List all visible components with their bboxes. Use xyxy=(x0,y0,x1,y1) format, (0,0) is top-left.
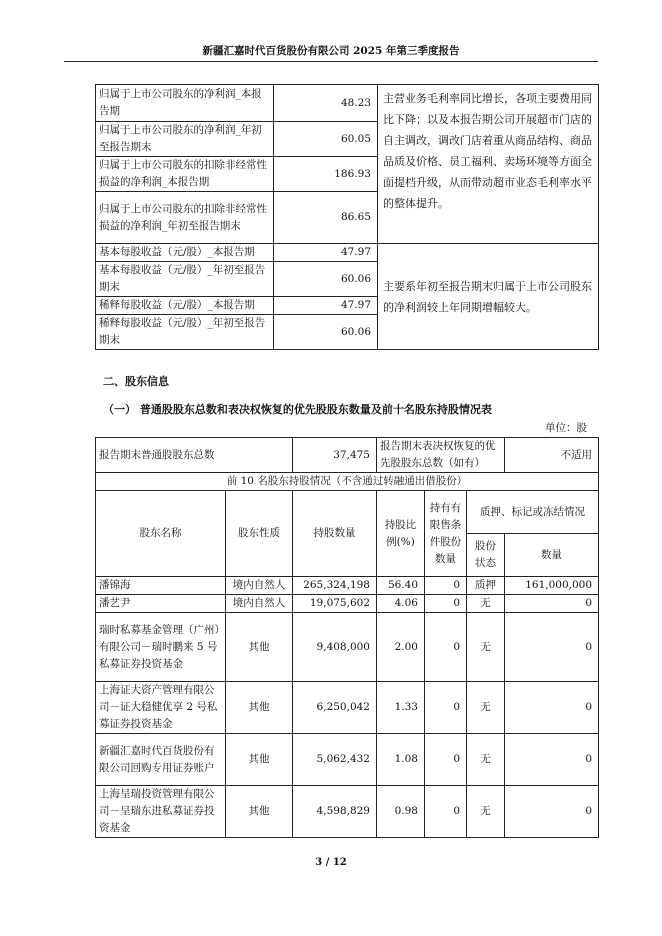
holder-status: 无 xyxy=(467,595,505,613)
holder-nature: 其他 xyxy=(226,734,293,786)
t1-label: 基本每股收益（元/股）_年初至报告期末 xyxy=(96,262,274,297)
t1-value: 186.93 xyxy=(274,157,378,192)
holder-status: 无 xyxy=(467,786,505,838)
holder-qty: 161,000,000 xyxy=(505,577,599,595)
holder-shares: 5,062,432 xyxy=(293,734,377,786)
t1-label: 稀释每股收益（元/股）_本报告期 xyxy=(96,297,274,315)
table-row xyxy=(96,613,599,682)
report-header: 新疆汇嘉时代百货股份有限公司 2025 年第三季度报告 xyxy=(202,45,460,57)
holder-restricted: 0 xyxy=(425,682,467,734)
holder-ratio: 1.08 xyxy=(377,734,425,786)
profit-change-table xyxy=(95,84,599,350)
t1-label: 归属于上市公司股东的扣除非经常性损益的净利润_年初至报告期末 xyxy=(96,192,274,244)
col-header-name: 股东名称 xyxy=(96,491,226,577)
holder-qty: 0 xyxy=(505,682,599,734)
total-holders-label: 报告期末普通股股东总数 xyxy=(96,438,293,473)
holder-restricted: 0 xyxy=(425,577,467,595)
col-header-pledge: 质押、标记或冻结情况 xyxy=(467,491,599,534)
total-holders-value: 37,475 xyxy=(293,438,377,473)
t1-label: 归属于上市公司股东的净利润_本报告期 xyxy=(96,85,274,122)
holder-qty: 0 xyxy=(505,613,599,682)
holder-restricted: 0 xyxy=(425,595,467,613)
holder-name: 瑞时私募基金管理（广州）有限公司－瑞时鹏来 5 号私募证券投资基金 xyxy=(96,613,226,682)
holder-nature: 其他 xyxy=(226,786,293,838)
table-row xyxy=(96,786,599,838)
holder-qty: 0 xyxy=(505,595,599,613)
t1-label: 稀释每股收益（元/股）_年初至报告期末 xyxy=(96,315,274,350)
t1-label: 归属于上市公司股东的净利润_年初至报告期末 xyxy=(96,122,274,157)
t1-value: 60.06 xyxy=(274,262,378,297)
holder-shares: 9,408,000 xyxy=(293,613,377,682)
t1-value: 60.06 xyxy=(274,315,378,350)
holder-nature: 其他 xyxy=(226,682,293,734)
holder-name: 上海证大资产管理有限公司－证大稳健优享 2 号私募证券投资基金 xyxy=(96,682,226,734)
t1-value: 60.05 xyxy=(274,122,378,157)
shareholder-table xyxy=(95,437,599,838)
col-header-ratio: 持股比例(%) xyxy=(377,491,425,577)
holder-nature: 其他 xyxy=(226,613,293,682)
holder-nature: 境内自然人 xyxy=(226,595,293,613)
header-divider xyxy=(64,61,598,62)
holder-ratio: 0.98 xyxy=(377,786,425,838)
table-row xyxy=(96,595,599,613)
holder-shares: 6,250,042 xyxy=(293,682,377,734)
holder-qty: 0 xyxy=(505,786,599,838)
holder-nature: 境内自然人 xyxy=(226,577,293,595)
holder-shares: 19,075,602 xyxy=(293,595,377,613)
col-header-qty: 数量 xyxy=(505,534,599,577)
table-row xyxy=(96,682,599,734)
t1-value: 47.97 xyxy=(274,244,378,262)
holder-name: 潘锦海 xyxy=(96,577,226,595)
holder-restricted: 0 xyxy=(425,613,467,682)
t1-value: 48.23 xyxy=(274,85,378,122)
col-header-nature: 股东性质 xyxy=(226,491,293,577)
holder-name: 上海呈瑞投资管理有限公司－呈瑞东进私募证券投资基金 xyxy=(96,786,226,838)
holder-ratio: 1.33 xyxy=(377,682,425,734)
section-title: 二、股东信息 xyxy=(103,375,169,388)
t1-label: 归属于上市公司股东的扣除非经常性损益的净利润_本报告期 xyxy=(96,157,274,192)
holder-status: 质押 xyxy=(467,577,505,595)
holder-shares: 4,598,829 xyxy=(293,786,377,838)
unit-label: 单位：股 xyxy=(545,422,587,434)
table-row xyxy=(96,734,599,786)
holder-ratio: 2.00 xyxy=(377,613,425,682)
holder-qty: 0 xyxy=(505,734,599,786)
page-number: 3 / 12 xyxy=(315,857,347,868)
holder-status: 无 xyxy=(467,734,505,786)
holder-restricted: 0 xyxy=(425,734,467,786)
t1-reason-2: 主要系年初至报告期末归属于上市公司股东的净利润较上年同期增幅较大。 xyxy=(378,244,599,350)
holder-ratio: 56.40 xyxy=(377,577,425,595)
subsection-title: （一） 普通股股东总数和表决权恢复的优先股股东数量及前十名股东持股情况表 xyxy=(103,403,492,416)
holder-shares: 265,324,198 xyxy=(293,577,377,595)
holder-name: 新疆汇嘉时代百货股份有限公司回购专用证券账户 xyxy=(96,734,226,786)
top10-caption: 前 10 名股东持股情况（不含通过转融通出借股份） xyxy=(96,473,599,491)
t1-value: 47.97 xyxy=(274,297,378,315)
holder-ratio: 4.06 xyxy=(377,595,425,613)
holder-restricted: 0 xyxy=(425,786,467,838)
table-row xyxy=(96,577,599,595)
pref-holders-label: 报告期末表决权恢复的优先股股东总数（如有） xyxy=(377,438,505,473)
t1-label: 基本每股收益（元/股）_本报告期 xyxy=(96,244,274,262)
holder-status: 无 xyxy=(467,613,505,682)
holder-status: 无 xyxy=(467,682,505,734)
t1-value: 86.65 xyxy=(274,192,378,244)
col-header-status: 股份状态 xyxy=(467,534,505,577)
pref-holders-value: 不适用 xyxy=(505,438,599,473)
col-header-shares: 持股数量 xyxy=(293,491,377,577)
col-header-restricted: 持有有限售条件股份数量 xyxy=(425,491,467,577)
holder-name: 潘艺尹 xyxy=(96,595,226,613)
t1-reason-1: 主营业务毛利率同比增长，各项主要费用同比下降；以及本报告期公司开展超市门店的自主调改，调改门店着重从商品结构、商品品质及价格、员工福利、卖场环境等方面全面提档升级，从而带动超市业态毛利率水平的整体提升。 xyxy=(378,85,599,244)
